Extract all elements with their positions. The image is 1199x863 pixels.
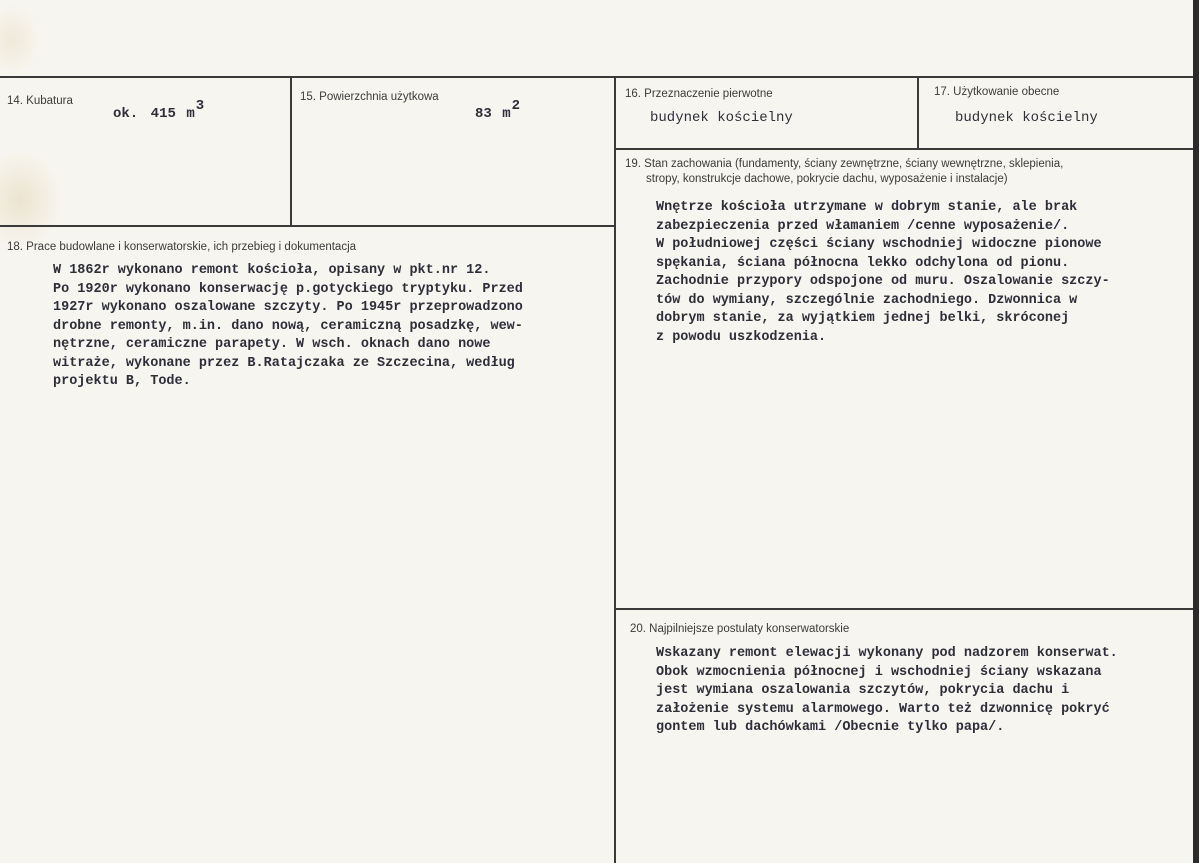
field-14-exponent: 3 bbox=[195, 98, 205, 114]
field-14-label: 14. Kubatura bbox=[7, 95, 73, 107]
field-19-line: z powodu uszkodzenia. bbox=[656, 329, 827, 345]
field-14-prefix: ok. bbox=[113, 106, 139, 122]
field-15-unit: m bbox=[502, 106, 511, 122]
rule-above-20 bbox=[615, 608, 1193, 610]
field-20-line: jest wymiana oszalowania szczytów, pokrycia dachu i bbox=[656, 683, 1070, 698]
field-18-line: projektu B, Tode. bbox=[53, 374, 191, 389]
field-16-label: 16. Przeznaczenie pierwotne bbox=[625, 88, 773, 100]
field-19-line: Zachodnie przypory odspojone od muru. Oszalowanie szczy- bbox=[656, 274, 1110, 289]
field-19-line: dobrym stanie, za wyjątkiem jednej belki, skróconej bbox=[656, 311, 1070, 326]
field-15-exponent: 2 bbox=[511, 98, 521, 114]
field-20-line: założenie systemu alarmowego. Warto też dzwonnicę pokryć bbox=[656, 701, 1110, 717]
field-18-line: drobne remonty, m.in. dano nową, ceramiczną posadzkę, wew- bbox=[53, 318, 523, 334]
field-19-line: Wnętrze kościoła utrzymane w dobrym stanie, ale brak bbox=[656, 200, 1078, 215]
field-18-text bbox=[53, 262, 523, 392]
field-20-line: Obok wzmocnienia północnej i wschodniej ściany wskazana bbox=[656, 664, 1102, 680]
field-20-line: Wskazany remont elewacji wykonany pod nadzorem konserwat. bbox=[656, 646, 1118, 661]
field-17-value: budynek kościelny bbox=[955, 110, 1098, 126]
field-19-label-line1: 19. Stan zachowania (fundamenty, ściany zewnętrzne, ściany wewnętrzne, sklepienia, bbox=[625, 158, 1064, 170]
field-14-number: 415 bbox=[150, 106, 176, 122]
field-15-value bbox=[475, 98, 521, 122]
field-19-line: tów do wymiany, szczególnie zachodniego. Dzwonnica w bbox=[656, 292, 1078, 308]
rule-under-16-17 bbox=[615, 148, 1193, 150]
field-18-line: W 1862r wykonano remont kościoła, opisany w pkt.nr 12. bbox=[53, 263, 491, 278]
field-18-line: Po 1920r wykonano konserwację p.gotyckiego tryptyku. Przed bbox=[53, 281, 523, 297]
field-19-text bbox=[656, 199, 1110, 347]
field-20-label: 20. Najpilniejsze postulaty konserwatorskie bbox=[630, 623, 850, 635]
field-20-line: gontem lub dachówkami /Obecnie tylko papa/. bbox=[656, 720, 1005, 735]
field-14-value bbox=[113, 98, 205, 122]
field-19-label-line2: stropy, konstrukcje dachowe, pokrycie dachu, wyposażenie i instalacje) bbox=[646, 173, 1008, 185]
top-rule bbox=[0, 76, 1193, 78]
field-15-number: 83 bbox=[475, 106, 492, 122]
divider-14-15 bbox=[290, 76, 292, 226]
field-19-line: zabezpieczenia przed włamaniem /cenne wyposażenie/. bbox=[656, 218, 1070, 234]
card-edge bbox=[1193, 0, 1199, 863]
field-14-unit: m bbox=[186, 106, 195, 122]
field-18-line: 1927r wykonano oszalowane szczyty. Po 1945r przeprowadzono bbox=[53, 300, 523, 315]
field-18-line: witraże, wykonane przez B.Ratajczaka ze Szczecina, według bbox=[53, 355, 515, 371]
field-19-line: W południowej części ściany wschodniej widoczne pionowe bbox=[656, 237, 1102, 252]
field-16-value: budynek kościelny bbox=[650, 110, 793, 126]
field-17-label: 17. Użytkowanie obecne bbox=[934, 86, 1060, 98]
field-20-text bbox=[656, 645, 1118, 738]
rule-under-14-15 bbox=[0, 225, 615, 227]
field-15-label: 15. Powierzchnia użytkowa bbox=[300, 91, 439, 103]
field-18-line: nętrzne, ceramiczne parapety. W wsch. oknach dano nowe bbox=[53, 337, 491, 352]
field-19-line: spękania, ściana północna lekko odchylona od pionu. bbox=[656, 255, 1070, 271]
divider-16-17 bbox=[917, 76, 919, 149]
divider-center bbox=[614, 76, 616, 863]
field-18-label: 18. Prace budowlane i konserwatorskie, ich przebieg i dokumentacja bbox=[7, 241, 357, 253]
